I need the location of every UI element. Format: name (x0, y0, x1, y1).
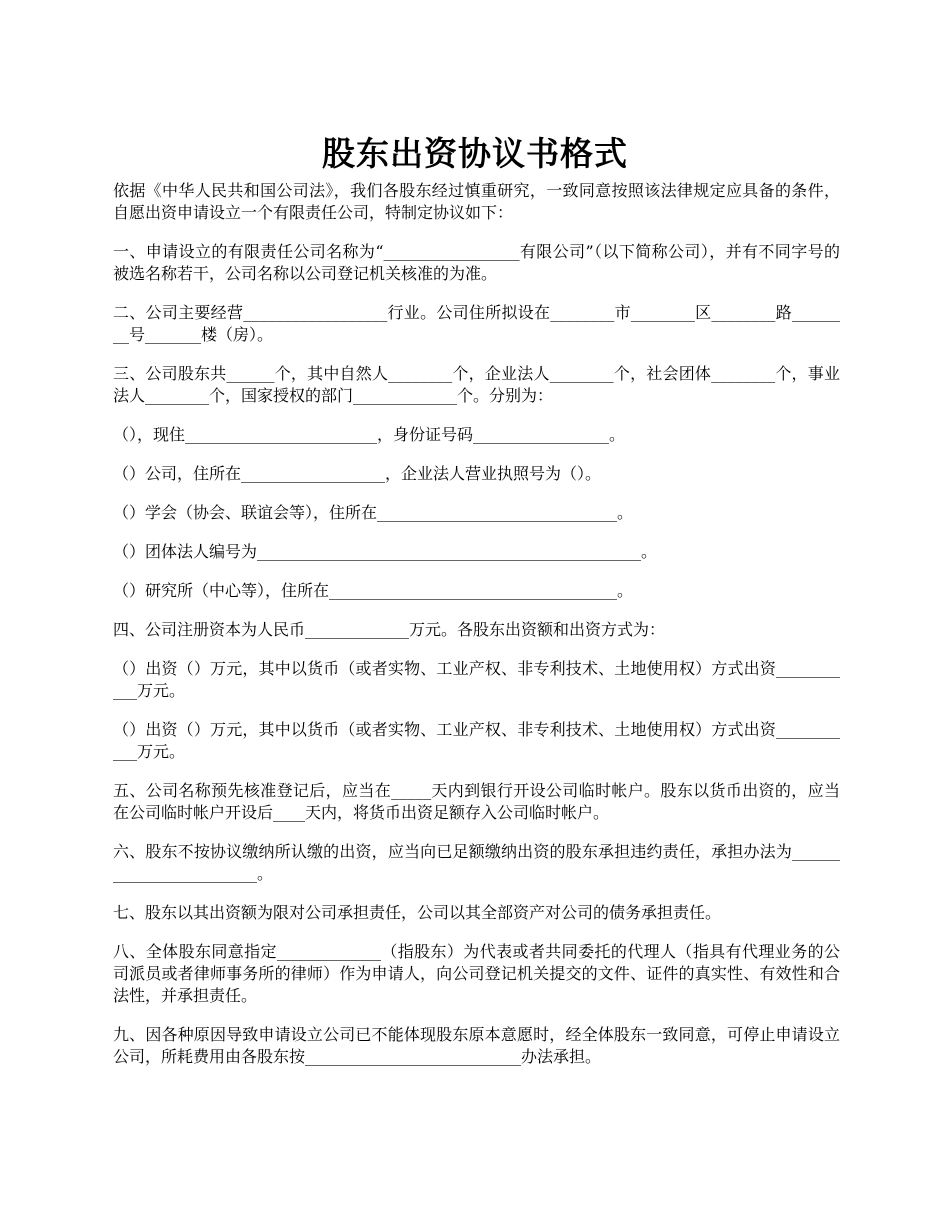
paragraph-shareholder-company: （）公司，住所在__________________，企业法人营业执照号为（）。 (113, 464, 602, 483)
paragraph-intro: 依据《中华人民共和国公司法》，我们各股东经过慎重研究，一致同意按照该法律规定应具备的条件，自愿出资申请设立一个有限责任公司，特制定协议如下： (113, 181, 840, 222)
paragraph-clause-4: 四、公司注册资本为人民币_____________万元。各股东出资额和出资方式为： (113, 620, 666, 639)
paragraph-contribution-1: （）出资（）万元，其中以货币（或者实物、工业产权、非专利技术、土地使用权）方式出资___________万元。 (113, 659, 840, 700)
paragraph-clause-9: 九、因各种原因导致申请设立公司已不能体现股东原本意愿时，经全体股东一致同意，可停止申请设立公司，所耗费用由各股东按___________________________办法承担。 (113, 1025, 840, 1066)
paragraph-clause-2: 二、公司主要经营__________________行业。公司住所拟设在________市________区________路________号_______楼（房）。 (113, 303, 840, 344)
paragraph-clause-1: 一、申请设立的有限责任公司名称为“_________________有限公司”（以下简称公司），并有不同字号的被选名称若干，公司名称以公司登记机关核准的为准。 (113, 242, 840, 283)
paragraph-contribution-2: （）出资（）万元，其中以货币（或者实物、工业产权、非专利技术、土地使用权）方式出资___________万元。 (113, 720, 840, 761)
paragraph-clause-6: 六、股东不按协议缴纳所认缴的出资，应当向已足额缴纳出资的股东承担违约责任，承担办法为________________________。 (113, 842, 840, 883)
paragraph-clause-3: 三、公司股东共______个，其中自然人________个，企业法人________个，社会团体________个，事业法人________个，国家授权的部门_____________个。分别为： (113, 364, 840, 405)
paragraph-shareholder-person: （），现住________________________，身份证号码_________________。 (113, 425, 626, 444)
paragraph-clause-5: 五、公司名称预先核准登记后，应当在_____天内到银行开设公司临时帐户。股东以货币出资的，应当在公司临时帐户开设后____天内，将货币出资足额存入公司临时帐户。 (113, 781, 840, 822)
paragraph-clause-8: 八、全体股东同意指定_____________（指股东）为代表或者共同委托的代理人（指具有代理业务的公司派员或者律师事务所的律师）作为申请人，向公司登记机关提交的文件、证件的真实性、有效性和合法性，并承担责任。 (113, 942, 840, 1005)
paragraph-shareholder-institute: （）研究所（中心等），住所在____________________________________。 (113, 581, 634, 600)
paragraph-clause-7: 七、股东以其出资额为限对公司承担责任，公司以其全部资产对公司的债务承担责任。 (113, 903, 722, 922)
paragraph-shareholder-group: （）团体法人编号为________________________________________________。 (113, 542, 658, 561)
document-body (113, 180, 840, 1085)
paragraph-shareholder-society: （）学会（协会、联谊会等），住所在______________________________。 (113, 503, 634, 522)
document-title: 股东出资协议书格式 (322, 134, 628, 174)
